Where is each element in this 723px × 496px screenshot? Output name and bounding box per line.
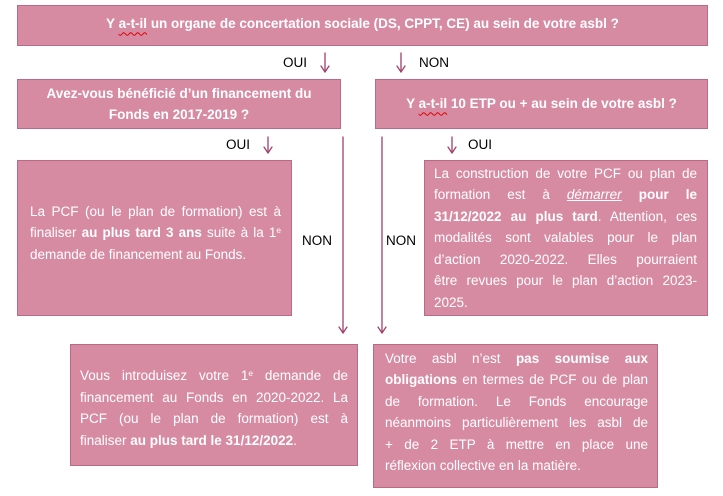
bold-text-run: au plus tard 3 ans xyxy=(81,225,202,241)
result-box-premiere-demande xyxy=(70,344,358,466)
text-run: Votre asbl n’est xyxy=(385,350,516,366)
text-line xyxy=(18,83,340,105)
text-run: de formation. Le Fonds encourage xyxy=(385,393,648,409)
result-box-demarrer-2022 xyxy=(424,160,708,316)
text-run: 10 ETP ou + au sein de votre asbl ? xyxy=(447,96,677,112)
text-line xyxy=(30,222,281,244)
text-line xyxy=(434,227,697,249)
text-line xyxy=(80,365,348,387)
text-run: financement au Fonds en 2020-2022. La xyxy=(80,389,348,405)
text-line xyxy=(385,434,648,456)
text-run: PCF (ou le plan de formation) est à xyxy=(80,411,348,426)
text-line xyxy=(18,13,707,35)
arrow-non-financement xyxy=(339,137,347,333)
text-run: être revues pour le plan d’action 2023- xyxy=(434,273,697,289)
yes-label-etp: OUI xyxy=(468,137,493,152)
text-run: d’action 2020-2022. Elles pourraient xyxy=(434,251,697,267)
no-label-organe: NON xyxy=(419,55,449,70)
text-run: Fonds en 2017-2019 ? xyxy=(108,107,250,122)
text-line xyxy=(30,244,281,266)
text-line xyxy=(385,391,648,413)
text-run: Avez-vous bénéficié d’un financement du xyxy=(46,85,312,101)
bold-text-run: 31/12/2022 au plus tard xyxy=(434,208,598,224)
yes-label-financement: OUI xyxy=(226,137,251,152)
text-line xyxy=(18,104,340,126)
superscript-text: e xyxy=(248,367,254,378)
yes-label-organe: OUI xyxy=(283,55,308,70)
text-run: La construction de votre PCF ou plan de xyxy=(434,165,697,181)
text-line xyxy=(376,93,707,115)
arrow-oui-etp xyxy=(448,137,456,153)
question-box-financement-2017-2019 xyxy=(17,79,341,129)
arrow-non-organe xyxy=(397,53,405,72)
text-run: néanmoins particulièrement les asbl de xyxy=(385,415,648,430)
text-line xyxy=(385,369,648,391)
bold-text-run: obligations xyxy=(385,372,457,387)
text-line xyxy=(385,455,648,477)
question-box-organe-concertation xyxy=(17,5,708,46)
text-run: Y xyxy=(406,96,419,112)
arrow-oui-organe xyxy=(321,53,329,72)
text-run: . xyxy=(293,432,297,448)
no-label-etp: NON xyxy=(386,233,416,248)
text-run: 2025. xyxy=(434,294,468,310)
text-line xyxy=(30,201,281,223)
bold-text-run: pour le xyxy=(621,187,697,203)
bold-text-run: au plus tard le 31/12/2022 xyxy=(130,432,294,448)
text-run: suite à la 1 xyxy=(201,225,277,241)
text-run: modalités sont valables pour le plan xyxy=(434,230,697,246)
arrow-non-etp xyxy=(378,137,386,333)
text-line xyxy=(434,206,697,228)
text-line xyxy=(385,412,648,434)
text-run: en termes de PCF ou de plan xyxy=(457,372,648,387)
arrow-oui-financement xyxy=(264,137,272,153)
text-line xyxy=(80,408,348,430)
text-line xyxy=(434,184,697,206)
result-box-finaliser-3-ans xyxy=(17,160,292,316)
text-line xyxy=(434,249,697,271)
text-run: un organe de concertation sociale (DS, CPPT, CE) au sein de votre asbl ? xyxy=(147,16,619,32)
text-line xyxy=(80,430,348,452)
no-label-financement: NON xyxy=(302,233,332,248)
text-run: + de 2 ETP à mettre en place une xyxy=(385,436,648,452)
superscript-text: e xyxy=(276,225,281,236)
text-run: demande de xyxy=(253,368,349,383)
text-line xyxy=(434,292,697,314)
text-run: finaliser xyxy=(80,432,131,448)
spellcheck-flagged-word: a-t-il xyxy=(418,96,448,112)
underlined-italic-text-run: démarrer xyxy=(566,187,622,203)
text-line xyxy=(80,387,348,409)
bold-text-run: pas soumise aux xyxy=(515,350,648,366)
text-run: La PCF (ou le plan de formation) est à xyxy=(30,203,281,219)
text-run: demande de financement au Fonds. xyxy=(30,246,247,262)
text-run: Vous introduisez votre 1 xyxy=(80,368,249,383)
spellcheck-flagged-word: a-t-il xyxy=(118,16,148,32)
question-box-10-etp xyxy=(375,79,708,129)
text-run: réflexion collective en la matière. xyxy=(385,458,581,473)
text-run: Y xyxy=(106,16,119,32)
text-run: formation est à xyxy=(434,187,567,203)
text-line xyxy=(434,270,697,292)
text-line xyxy=(434,163,697,185)
result-box-non-soumise xyxy=(373,344,658,488)
text-line xyxy=(385,348,648,370)
text-run: finaliser xyxy=(30,225,82,241)
text-run: . Attention, ces xyxy=(597,208,697,224)
